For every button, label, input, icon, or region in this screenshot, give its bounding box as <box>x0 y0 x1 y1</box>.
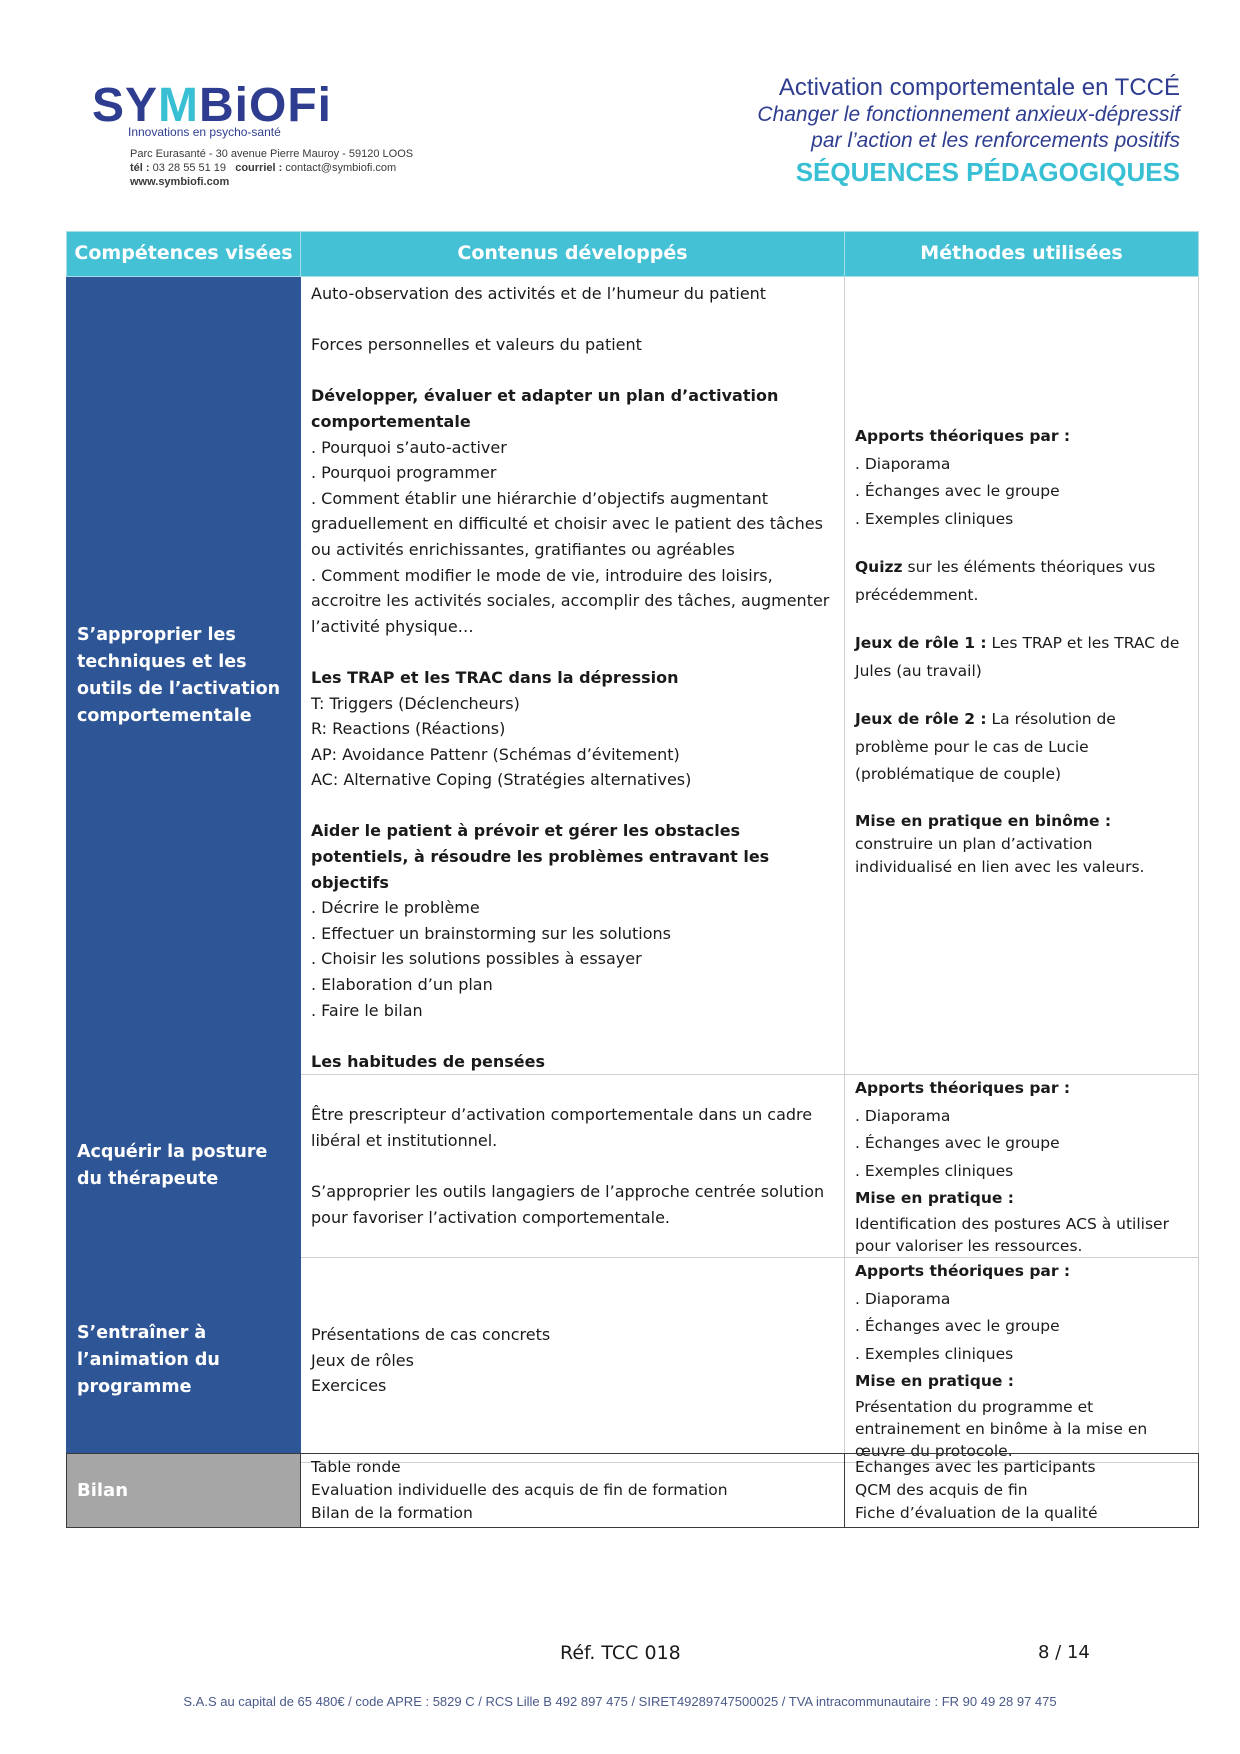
sequences-table <box>66 231 1199 1463</box>
methods-cell <box>845 1258 1199 1463</box>
content-line: . Comment modifier le mode de vie, introduire des loisirs, accroitre les activités sociales, accomplir des tâches, augmenter l’activité physique… <box>311 565 830 636</box>
content-line: . Pourquoi programmer <box>311 463 497 483</box>
content-line: . Elaboration d’un plan <box>311 975 493 995</box>
method-item: . Diaporama <box>855 1289 951 1308</box>
method-jeu-1 <box>855 630 1188 685</box>
bilan-content-cell <box>301 1454 845 1528</box>
methods-cell <box>845 277 1199 1075</box>
spacer <box>311 639 834 665</box>
logo-text-m: M <box>158 79 200 132</box>
phone-label: tél : <box>130 162 150 174</box>
logo-text-a: SY <box>92 79 159 132</box>
mise-label: Mise en pratique : <box>855 1372 1014 1391</box>
jeu2-label: Jeux de rôle 2 : <box>855 710 987 728</box>
quizz-text: sur les éléments théoriques vus précédemment. <box>855 558 1156 604</box>
spacer <box>311 358 834 384</box>
jeu1-label: Jeux de rôle 1 : <box>855 634 987 652</box>
apports-label: Apports théoriques par : <box>855 427 1071 445</box>
method-mise-en-pratique <box>855 810 1188 879</box>
content-line: Être prescripteur d’activation comportementale dans un cadre libéral et institutionnel. <box>311 1105 813 1151</box>
jeu2-text: La résolution de problème pour le cas de Lucie (problématique de couple) <box>855 710 1116 783</box>
mail-label: courriel : <box>235 162 283 174</box>
legal-footer: S.A.S au capital de 65 480€ / code APRE : 5829 C / RCS Lille B 492 897 475 / SIRET49289747500025 / TVA intracommunautaire : FR 90 49 28 97 475 <box>183 1694 1057 1709</box>
spacer <box>311 307 834 333</box>
content-line: AC: Alternative Coping (Stratégies alternatives) <box>311 770 692 790</box>
apports-label: Apports théoriques par : <box>855 1262 1071 1281</box>
bilan-method-line: QCM des acquis de fin <box>855 1481 1028 1499</box>
content-line: . Faire le bilan <box>311 1000 423 1020</box>
content-cell <box>301 1075 845 1258</box>
content-line: Présentations de cas concrets <box>311 1325 551 1345</box>
method-item: . Exemples cliniques <box>855 509 1014 528</box>
bilan-content-line: Evaluation individuelle des acquis de fin de formation <box>311 1481 728 1499</box>
bilan-method-line: Fiche d’évaluation de la qualité <box>855 1504 1098 1522</box>
content-line: . Choisir les solutions possibles à essayer <box>311 949 642 969</box>
spacer <box>855 609 1188 630</box>
content-line: T: Triggers (Déclencheurs) <box>311 693 520 713</box>
bilan-content-line: Bilan de la formation <box>311 1504 473 1522</box>
content-cell <box>301 277 845 1075</box>
mise-label: Mise en pratique en binôme : <box>855 811 1112 830</box>
mise-text: Identification des postures ACS à utiliser pour valoriser les ressources. <box>855 1214 1169 1255</box>
document-title: Activation comportementale en TCCÉ <box>778 74 1180 101</box>
column-header-methodes: Méthodes utilisées <box>845 232 1199 277</box>
document-reference: Réf. TCC 018 <box>560 1642 681 1664</box>
content-heading: Aider le patient à prévoir et gérer les obstacles potentiels, à résoudre les problèmes entravant les objectifs <box>311 821 770 892</box>
content-cell <box>301 1258 845 1463</box>
mail-address: contact@symbiofi.com <box>285 162 397 174</box>
content-line: . Comment établir une hiérarchie d’objectifs augmentant graduellement en difficulté et choisir avec le patient des tâches ou activités enrichissantes, gratifiantes ou agréables <box>311 488 823 559</box>
mise-label: Mise en pratique : <box>855 1189 1014 1208</box>
method-item: . Échanges avec le groupe <box>855 1317 1060 1336</box>
section-title: SÉQUENCES PÉDAGOGIQUES <box>795 157 1180 187</box>
table-row <box>67 1258 1199 1463</box>
mise-text: Présentation du programme et entrainement en binôme à la mise en œuvre du protocole. <box>855 1397 1148 1460</box>
content-line: AP: Avoidance Pattenr (Schémas d’évitement) <box>311 744 680 764</box>
content-line: R: Reactions (Réactions) <box>311 719 506 739</box>
address-line: Parc Eurasanté - 30 avenue Pierre Mauroy - 59120 LOOS <box>130 148 414 160</box>
company-address <box>130 147 413 189</box>
logo-text-b: BiOFi <box>199 79 333 132</box>
method-item: . Exemples cliniques <box>855 1161 1014 1180</box>
document-subtitle-2: par l’action et les renforcements positifs <box>811 129 1180 152</box>
apports-label: Apports théoriques par : <box>855 1079 1071 1098</box>
content-line: Auto-observation des activités et de l’humeur du patient <box>311 284 767 303</box>
method-jeu-2 <box>855 706 1188 789</box>
competence-cell: S’approprier les techniques et les outils de l’activation comportementale <box>67 277 301 1075</box>
spacer <box>311 1023 834 1049</box>
method-item: . Échanges avec le groupe <box>855 1134 1060 1153</box>
spacer <box>855 685 1188 706</box>
spacer <box>855 533 1188 554</box>
table-row <box>67 277 1199 1075</box>
competence-cell: Acquérir la posture du thérapeute <box>67 1075 301 1258</box>
method-item: . Diaporama <box>855 454 951 473</box>
mise-text: construire un plan d’activation individualisé en lien avec les valeurs. <box>855 834 1145 876</box>
spacer <box>855 789 1188 810</box>
content-line: Exercices <box>311 1376 387 1396</box>
spacer <box>311 1154 834 1180</box>
content-line: Forces personnelles et valeurs du patient <box>311 335 642 355</box>
content-line: Jeux de rôles <box>311 1350 414 1370</box>
page-number: 8 / 14 <box>1038 1642 1090 1663</box>
table-row <box>67 1454 1199 1528</box>
jeu1-text: Les TRAP et les TRAC de Jules (au travail) <box>855 634 1180 680</box>
spacer <box>311 793 834 819</box>
content-line: S’approprier les outils langagiers de l’approche centrée solution pour favoriser l’activation comportementale. <box>311 1182 825 1227</box>
content-line: . Décrire le problème <box>311 898 480 918</box>
website: www.symbiofi.com <box>130 176 230 188</box>
bilan-method-line: Echanges avec les participants <box>855 1458 1096 1476</box>
content-heading: Développer, évaluer et adapter un plan d’activation comportementale <box>311 386 779 431</box>
bilan-content-line: Table ronde <box>311 1458 401 1476</box>
bilan-methods-cell <box>845 1454 1199 1528</box>
contact-line <box>130 161 413 175</box>
logo-tagline: Innovations en psycho-santé <box>128 125 281 139</box>
column-header-competences: Compétences visées <box>67 232 301 277</box>
phone-number: 03 28 55 51 19 <box>152 162 227 174</box>
table-header-row <box>67 232 1199 277</box>
bilan-label: Bilan <box>67 1454 301 1528</box>
content-line: . Pourquoi s’auto-activer <box>311 437 507 457</box>
document-heading <box>757 74 1180 188</box>
method-item: . Exemples cliniques <box>855 1344 1014 1363</box>
method-quizz <box>855 554 1188 609</box>
quizz-label: Quizz <box>855 558 903 576</box>
content-line: . Effectuer un brainstorming sur les solutions <box>311 923 672 943</box>
content-heading: Les TRAP et les TRAC dans la dépression <box>311 667 679 687</box>
bilan-table <box>66 1453 1199 1528</box>
document-subtitle-1: Changer le fonctionnement anxieux-dépressif <box>757 103 1180 126</box>
competence-cell: S’entraîner à l’animation du programme <box>67 1258 301 1463</box>
column-header-contenus: Contenus développés <box>301 232 845 277</box>
table-row <box>67 1075 1199 1258</box>
method-item: . Diaporama <box>855 1106 951 1125</box>
method-item: . Échanges avec le groupe <box>855 482 1060 500</box>
content-heading: Les habitudes de pensées <box>311 1051 546 1071</box>
methods-cell <box>845 1075 1199 1258</box>
